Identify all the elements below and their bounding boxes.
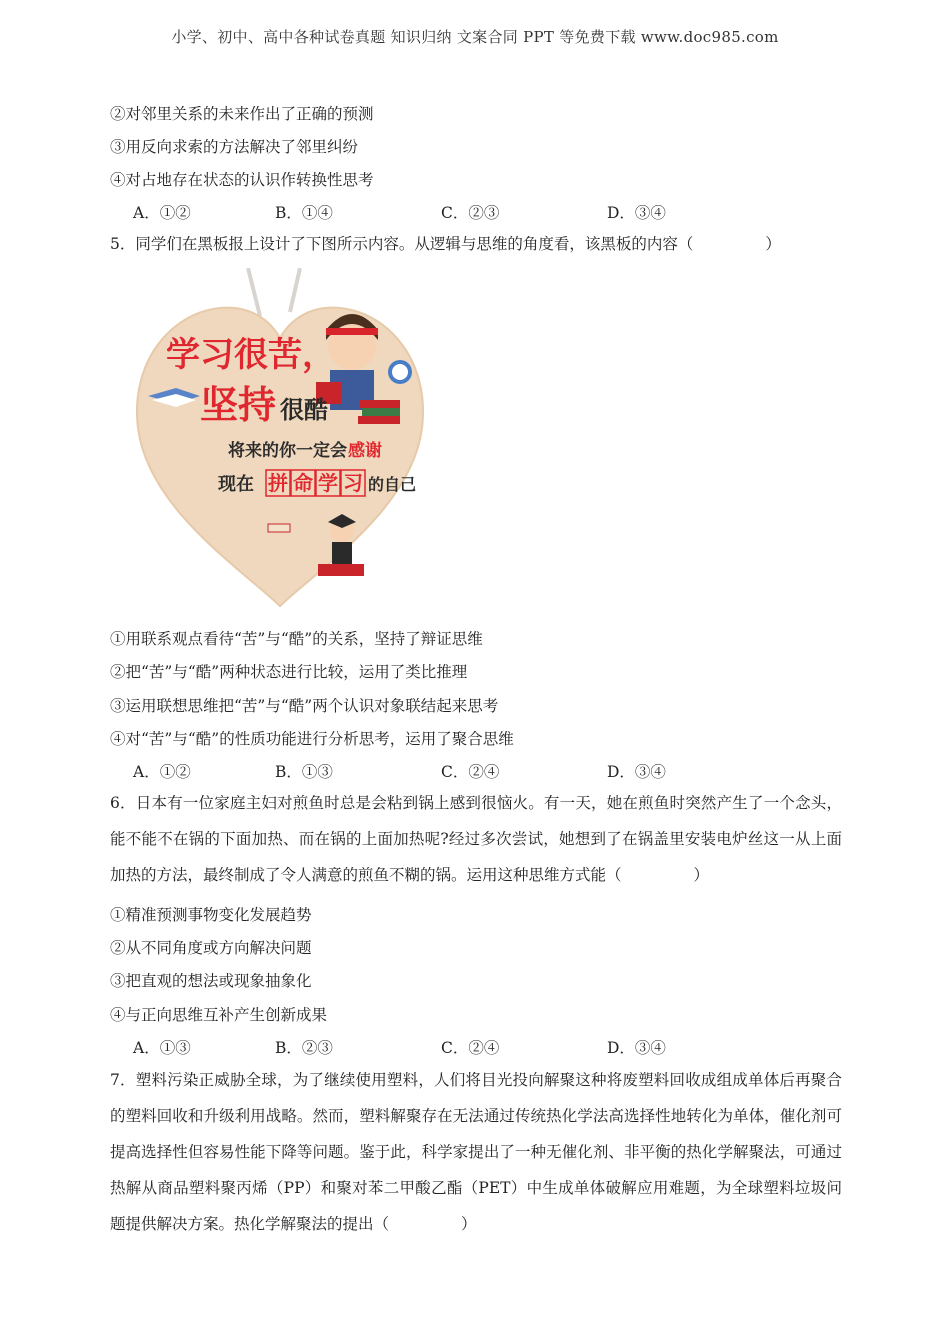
poster-line-3b: 感谢 bbox=[348, 441, 382, 461]
q6-option-a[interactable]: A．①③ bbox=[133, 1039, 191, 1057]
q4-item-4: ④对占地存在状态的认识作转换性思考 bbox=[110, 171, 374, 189]
q6-stem: 6．日本有一位家庭主妇对煎鱼时总是会粘到锅上感到很恼火。有一天，她在煎鱼时突然产生了一个念头，能不能不在锅的下面加热、而在锅的上面加热呢?经过多次尝试，她想到了在锅盖里安装电炉丝这一从上面加热的方法，最终制成了令人满意的煎鱼不糊的锅。运用这种思维方式能（ ） bbox=[110, 794, 842, 884]
poster-line-2a: 坚持 bbox=[200, 383, 277, 427]
q4-item-3: ③用反向求索的方法解决了邻里纠纷 bbox=[110, 138, 359, 156]
q7-stem: 7．塑料污染正威胁全球，为了继续使用塑料，人们将目光投向解聚这种将废塑料回收成组成单体后再聚合的塑料回收和升级利用战略。然而，塑料解聚存在无法通过传统热化学法高选择性地转化为单体，催化剂可提高选择性但容易性能下降等问题。鉴于此，科学家提出了一种无催化剂、非平衡的热化学解聚法，可通过热解从商品塑料聚丙烯（PP）和聚对苯二甲酸乙酯（PET）中生成单体破解应用难题，为全球塑料垃圾问题提供解决方案。热化学解聚法的提出（ ） bbox=[110, 1071, 842, 1233]
q6-item-2: ②从不同角度或方向解决问题 bbox=[110, 939, 312, 957]
q6-item-1: ①精准预测事物变化发展趋势 bbox=[110, 906, 312, 924]
q5-option-c[interactable]: C．②④ bbox=[441, 763, 500, 781]
poster-line-3a: 将来的你一定会 bbox=[228, 441, 347, 461]
poster-line-4a: 现在 bbox=[218, 474, 254, 495]
q4-option-a[interactable]: A．①② bbox=[133, 204, 191, 222]
q5-option-a[interactable]: A．①② bbox=[133, 763, 191, 781]
q6-item-3: ③把直观的想法或现象抽象化 bbox=[110, 972, 312, 990]
q4-option-d[interactable]: D．③④ bbox=[607, 204, 666, 222]
q5-item-4: ④对“苦”与“酷”的性质功能进行分析思考，运用了聚合思维 bbox=[110, 730, 514, 748]
q5-item-1: ①用联系观点看待“苦”与“酷”的关系，坚持了辩证思维 bbox=[110, 630, 483, 648]
q4-option-c[interactable]: C．②③ bbox=[441, 204, 500, 222]
poster-line-4b: 拼命学习 bbox=[268, 471, 368, 495]
q6-option-c[interactable]: C．②④ bbox=[441, 1039, 500, 1057]
poster-line-2b: 很酷 bbox=[280, 396, 328, 424]
poster-line-1: 学习很苦， bbox=[166, 335, 336, 375]
q4-item-2: ②对邻里关系的未来作出了正确的预测 bbox=[110, 105, 374, 123]
q5-option-d[interactable]: D．③④ bbox=[607, 763, 666, 781]
poster-line-4c: 的自己 bbox=[368, 475, 417, 494]
q5-item-2: ②把“苦”与“酷”两种状态进行比较，运用了类比推理 bbox=[110, 663, 468, 681]
q6-item-4: ④与正向思维互补产生创新成果 bbox=[110, 1006, 328, 1024]
page-header: 小学、初中、高中各种试卷真题 知识归纳 文案合同 PPT 等免费下载 www.doc985.com bbox=[171, 28, 779, 46]
q6-option-d[interactable]: D．③④ bbox=[607, 1039, 666, 1057]
q5-item-3: ③运用联想思维把“苦”与“酷”两个认识对象联结起来思考 bbox=[110, 697, 499, 715]
q4-option-b[interactable]: B．①④ bbox=[275, 204, 333, 222]
q5-option-b[interactable]: B．①③ bbox=[275, 763, 333, 781]
q5-stem: 5．同学们在黑板报上设计了下图所示内容。从逻辑与思维的角度看，该黑板的内容（ ） bbox=[110, 235, 781, 253]
q5-heart-poster-image bbox=[130, 268, 430, 613]
q6-option-b[interactable]: B．②③ bbox=[275, 1039, 333, 1057]
